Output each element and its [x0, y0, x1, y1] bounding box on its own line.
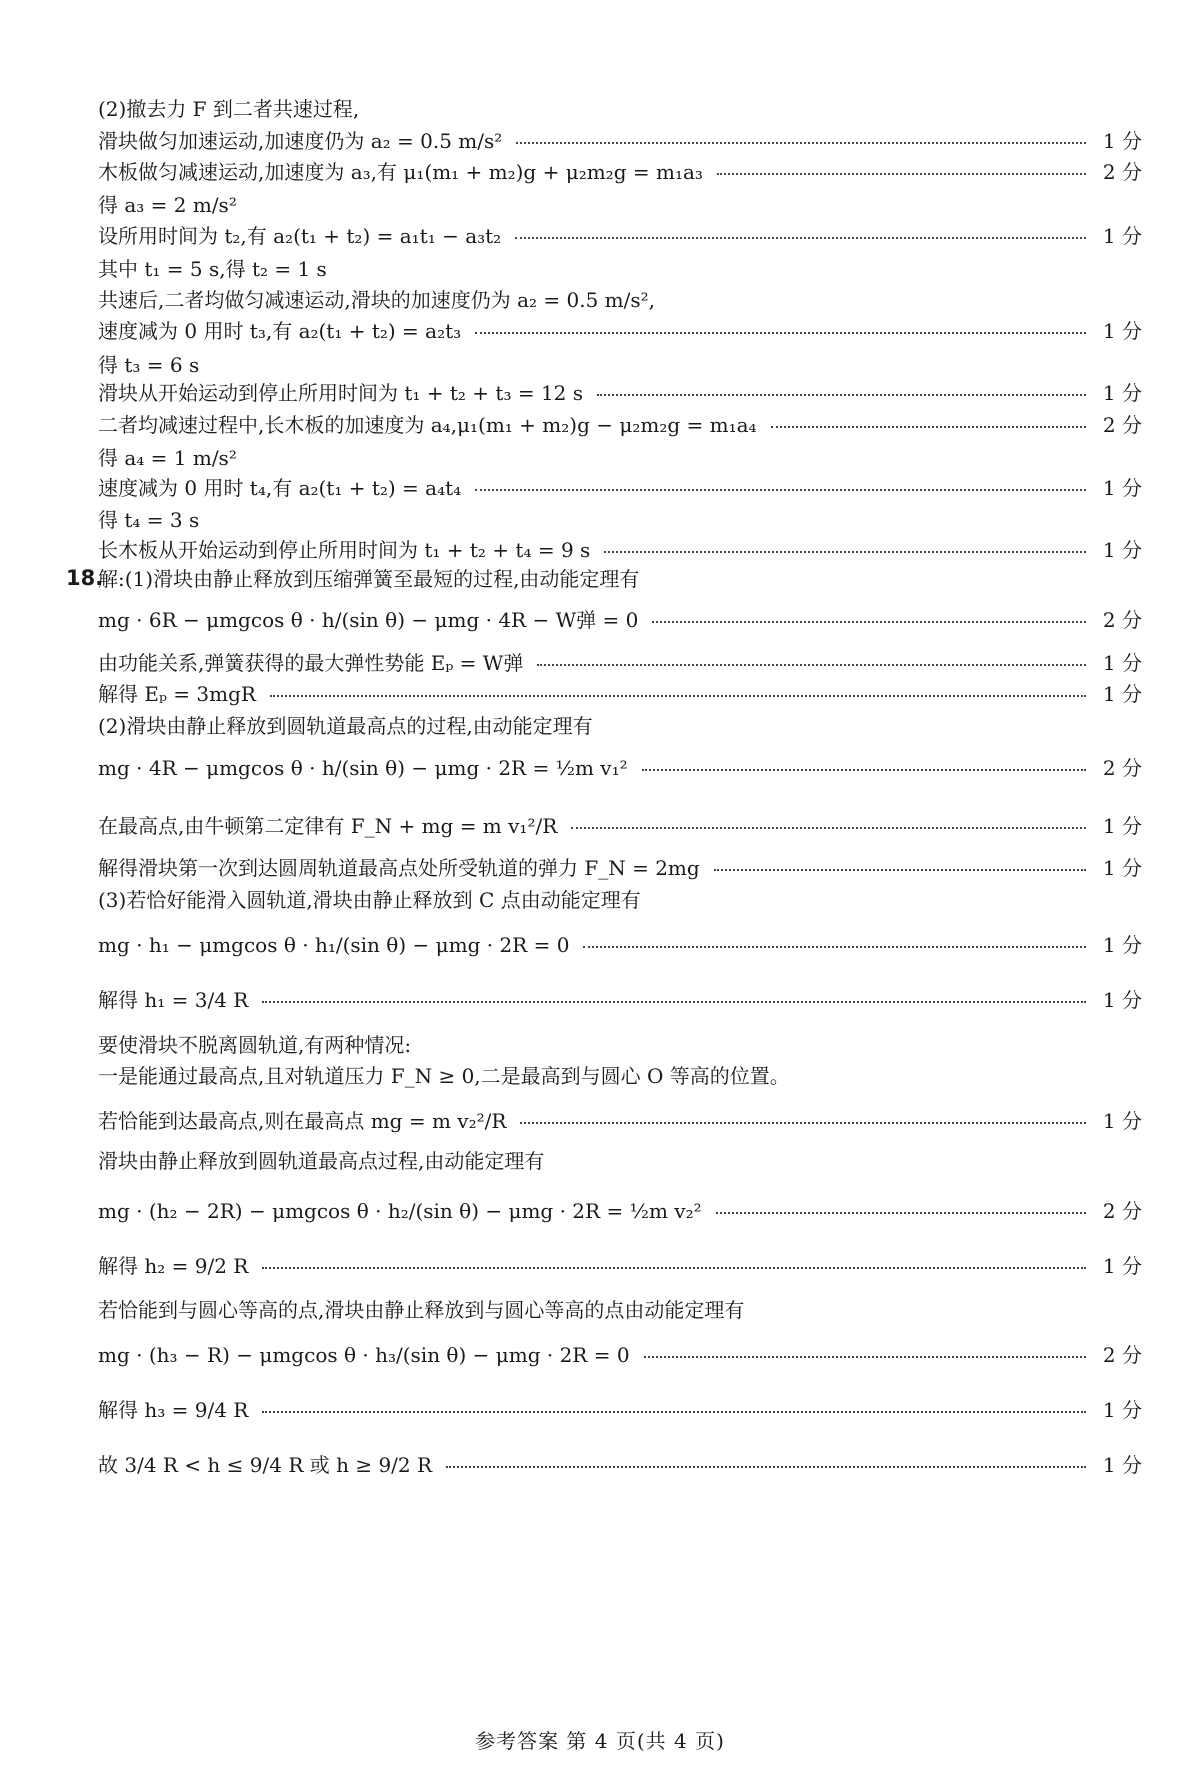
score-label: 1 分: [1102, 224, 1142, 248]
answer-line: [98, 96, 1142, 122]
dot-leader: [583, 946, 1086, 948]
score-label: 1 分: [1102, 1254, 1142, 1278]
dot-leader: [262, 1001, 1086, 1003]
answer-line: [98, 256, 1142, 282]
score-label: 2 分: [1102, 1343, 1142, 1367]
answer-line-text: 得 a₃ = 2 m/s²: [98, 193, 237, 217]
dot-leader: [771, 426, 1086, 428]
answer-line-text: 一是能通过最高点,且对轨道压力 F_N ≥ 0,二是最高到与圆心 O 等高的位置。: [98, 1064, 790, 1088]
answer-line-text: 由功能关系,弹簧获得的最大弹性势能 Eₚ = W弹: [98, 651, 524, 675]
dot-leader: [571, 827, 1086, 829]
answer-line: [98, 1342, 1142, 1368]
answer-line: [98, 1253, 1142, 1279]
score-label: 1 分: [1102, 933, 1142, 957]
answer-line-text: 得 t₄ = 3 s: [98, 508, 200, 532]
answer-line-text: 解得滑块第一次到达圆周轨道最高点处所受轨道的弹力 F_N = 2mg: [98, 856, 700, 880]
answer-line: [98, 650, 1142, 676]
answer-line-text: mg · 4R − μmgcos θ · h/(sin θ) − μmg · 2R = ½m v₁²: [98, 756, 628, 780]
answer-line-text: (2)滑块由静止释放到圆轨道最高点的过程,由动能定理有: [98, 714, 593, 738]
answer-line-text: mg · (h₂ − 2R) − μmgcos θ · h₂/(sin θ) − μmg · 2R = ½m v₂²: [98, 1199, 702, 1223]
dot-leader: [446, 1466, 1086, 1468]
score-label: 1 分: [1102, 814, 1142, 838]
answer-line-text: (3)若恰好能滑入圆轨道,滑块由静止释放到 C 点由动能定理有: [98, 888, 641, 912]
answer-line: [98, 887, 1142, 913]
answer-line-text: mg · 6R − μmgcos θ · h/(sin θ) − μmg · 4R − W弹 = 0: [98, 608, 639, 632]
answer-line: [98, 475, 1142, 501]
answer-line: [98, 445, 1142, 471]
dot-leader: [644, 1356, 1086, 1358]
score-label: 1 分: [1102, 1109, 1142, 1133]
answer-line-text: 若恰能到与圆心等高的点,滑块由静止释放到与圆心等高的点由动能定理有: [98, 1298, 745, 1322]
answer-line: [98, 159, 1142, 185]
answer-line-text: 得 a₄ = 1 m/s²: [98, 446, 237, 470]
answer-line: [98, 223, 1142, 249]
score-label: 1 分: [1102, 1398, 1142, 1422]
answer-line: [98, 987, 1142, 1013]
dot-leader: [516, 142, 1086, 144]
score-label: 1 分: [1102, 538, 1142, 562]
answer-line-text: 解得 h₂ = 9/2 R: [98, 1254, 249, 1278]
answer-line: [98, 1032, 1142, 1058]
dot-leader: [515, 237, 1086, 239]
answer-line: [98, 1063, 1142, 1089]
answer-line-text: 其中 t₁ = 5 s,得 t₂ = 1 s: [98, 257, 327, 281]
answer-line-text: 解得 h₁ = 3/4 R: [98, 988, 249, 1012]
answer-line-text: 解得 h₃ = 9/4 R: [98, 1398, 249, 1422]
answer-line-text: 速度减为 0 用时 t₃,有 a₂(t₁ + t₂) = a₂t₃: [98, 319, 462, 343]
answer-line: [98, 507, 1142, 533]
answer-line: [98, 1397, 1142, 1423]
dot-leader: [262, 1267, 1086, 1269]
answer-line: [98, 287, 1142, 313]
answer-line-text: 滑块由静止释放到圆轨道最高点过程,由动能定理有: [98, 1149, 545, 1173]
dot-leader: [270, 695, 1086, 697]
score-label: 2 分: [1102, 608, 1142, 632]
dot-leader: [537, 664, 1086, 666]
answer-line: [98, 566, 1142, 592]
answer-line: [98, 1297, 1142, 1323]
score-label: 2 分: [1102, 1199, 1142, 1223]
dot-leader: [717, 173, 1086, 175]
answer-line-text: mg · (h₃ − R) − μmgcos θ · h₃/(sin θ) − μmg · 2R = 0: [98, 1343, 630, 1367]
answer-line-text: 二者均减速过程中,长木板的加速度为 a₄,μ₁(m₁ + m₂)g − μ₂m₂g = m₁a₄: [98, 413, 757, 437]
answer-line-text: 在最高点,由牛顿第二定律有 F_N + mg = m v₁²/R: [98, 814, 558, 838]
answer-line: [98, 352, 1142, 378]
score-label: 1 分: [1102, 381, 1142, 405]
answer-line-text: 要使滑块不脱离圆轨道,有两种情况:: [98, 1033, 412, 1057]
answer-line: [98, 380, 1142, 406]
score-label: 2 分: [1102, 413, 1142, 437]
answer-line: [98, 755, 1142, 781]
answer-line: [98, 537, 1142, 563]
answer-line: [98, 318, 1142, 344]
answer-line-text: 长木板从开始运动到停止所用时间为 t₁ + t₂ + t₄ = 9 s: [98, 538, 591, 562]
dot-leader: [520, 1122, 1086, 1124]
answer-line: [98, 1148, 1142, 1174]
page-footer: 参考答案 第 4 页(共 4 页): [475, 1729, 725, 1753]
score-label: 1 分: [1102, 129, 1142, 153]
score-label: 1 分: [1102, 651, 1142, 675]
answer-line-text: 解:(1)滑块由静止释放到压缩弹簧至最短的过程,由动能定理有: [98, 567, 640, 591]
dot-leader: [475, 489, 1086, 491]
answer-line-text: 共速后,二者均做匀减速运动,滑块的加速度仍为 a₂ = 0.5 m/s²,: [98, 288, 655, 312]
dot-leader: [714, 869, 1086, 871]
dot-leader: [262, 1411, 1086, 1413]
score-label: 2 分: [1102, 160, 1142, 184]
answer-line-text: 若恰能到达最高点,则在最高点 mg = m v₂²/R: [98, 1109, 507, 1133]
dot-leader: [642, 769, 1086, 771]
answer-line-text: mg · h₁ − μmgcos θ · h₁/(sin θ) − μmg · 2R = 0: [98, 933, 570, 957]
question-number: 18.: [66, 566, 104, 590]
answer-line-text: 故 3/4 R < h ≤ 9/4 R 或 h ≥ 9/2 R: [98, 1453, 433, 1477]
answer-line-text: 设所用时间为 t₂,有 a₂(t₁ + t₂) = a₁t₁ − a₃t₂: [98, 224, 502, 248]
answer-line-text: 滑块从开始运动到停止所用时间为 t₁ + t₂ + t₃ = 12 s: [98, 381, 584, 405]
score-label: 1 分: [1102, 682, 1142, 706]
answer-line: [98, 681, 1142, 707]
answer-line: [98, 932, 1142, 958]
answer-line: [98, 813, 1142, 839]
score-label: 1 分: [1102, 856, 1142, 880]
answer-line: [98, 192, 1142, 218]
answer-line-text: 木板做匀减速运动,加速度为 a₃,有 μ₁(m₁ + m₂)g + μ₂m₂g = m₁a₃: [98, 160, 703, 184]
answer-line-text: 滑块做匀加速运动,加速度仍为 a₂ = 0.5 m/s²: [98, 129, 503, 153]
score-label: 2 分: [1102, 756, 1142, 780]
score-label: 1 分: [1102, 988, 1142, 1012]
dot-leader: [475, 332, 1086, 334]
score-label: 1 分: [1102, 319, 1142, 343]
answer-line: [98, 1198, 1142, 1224]
answer-line-text: 速度减为 0 用时 t₄,有 a₂(t₁ + t₂) = a₄t₄: [98, 476, 462, 500]
dot-leader: [604, 551, 1086, 553]
answer-line: [98, 1108, 1142, 1134]
answer-line: [98, 607, 1142, 633]
answer-line: [98, 1452, 1142, 1478]
score-label: 1 分: [1102, 1453, 1142, 1477]
answer-line: [98, 128, 1142, 154]
answer-line: [98, 713, 1142, 739]
answer-line: [98, 855, 1142, 881]
answer-line-text: 解得 Eₚ = 3mgR: [98, 682, 256, 706]
dot-leader: [597, 394, 1086, 396]
answer-line-text: 得 t₃ = 6 s: [98, 353, 200, 377]
answer-line: [98, 412, 1142, 438]
score-label: 1 分: [1102, 476, 1142, 500]
dot-leader: [652, 621, 1086, 623]
answer-line-text: (2)撤去力 F 到二者共速过程,: [98, 97, 360, 121]
dot-leader: [716, 1212, 1086, 1214]
